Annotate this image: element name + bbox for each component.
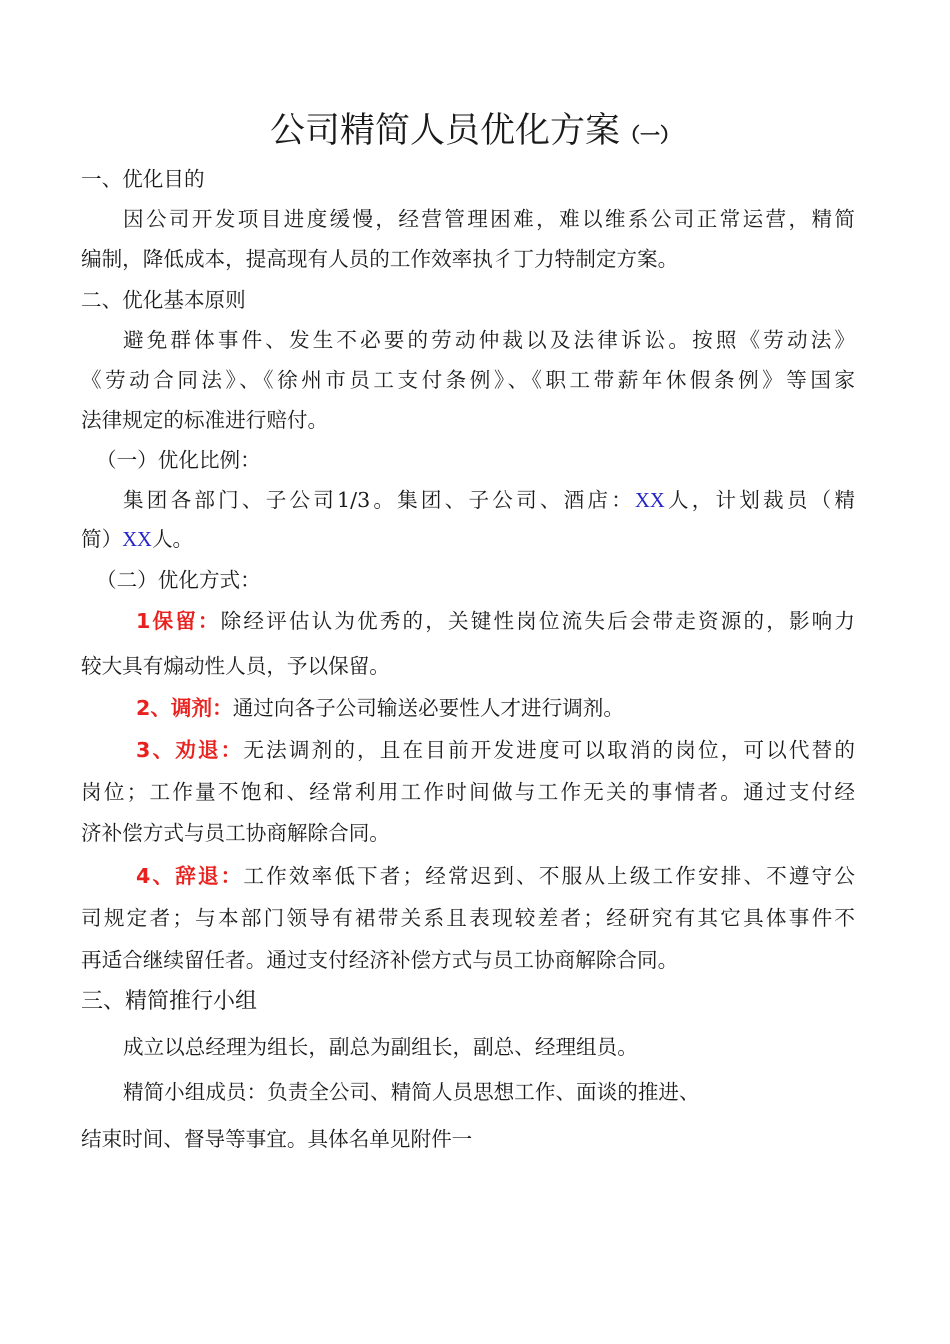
section-3-paragraph-2-line-1: 精简小组成员：负责全公司、精简人员思想工作、面谈的推进、 (123, 1080, 700, 1104)
section-3-heading: 三、精简推行小组 (81, 989, 258, 1014)
section-2-paragraph-line-2: 《劳动合同法》、《徐州市员工支付条例》、《职工带薪年休假条例》等国家 (81, 368, 855, 392)
method-1-line-2: 较大具有煽动性人员，予以保留。 (81, 654, 390, 678)
method-3-line-3: 济补偿方式与员工协商解除合同。 (81, 821, 390, 845)
ratio-count-placeholder-2: XX (122, 529, 152, 551)
ratio-text-d: 人。 (151, 527, 194, 551)
method-3-line-1 (136, 730, 855, 770)
method-2-line-1 (136, 688, 926, 728)
section-2-paragraph-line-1: 避免群体事件、发生不必要的劳动仲裁以及法律诉讼。按照《劳动法》 (123, 328, 855, 352)
subsection-method-heading: （二）优化方式： (96, 568, 261, 592)
method-4-line-1 (136, 856, 855, 896)
ratio-line-2 (81, 519, 871, 560)
method-2-label: 2、调剂： (136, 696, 233, 720)
method-1-line-1 (136, 601, 855, 641)
ratio-text-a: 集团各部门、子公司1/3。集团、子公司、酒店： (123, 488, 635, 512)
section-1-paragraph-line-1: 因公司开发项目进度缓慢，经营管理困难，难以维系公司正常运营，精简 (123, 207, 855, 231)
section-2-paragraph-line-3: 法律规定的标准进行赔付。 (81, 408, 329, 432)
method-4-text: 工作效率低下者；经常迟到、不服从上级工作安排、不遵守公 (243, 864, 855, 888)
ratio-text-b: 人，计划裁员（精 (664, 488, 855, 512)
method-4-label: 4、辞退： (136, 864, 244, 888)
method-1-label: 1保留： (136, 609, 221, 633)
method-3-label: 3、劝退： (136, 738, 244, 762)
title-suffix: （一） (620, 123, 680, 147)
section-3-paragraph-1: 成立以总经理为组长，副总为副组长，副总、经理组员。 (123, 1035, 638, 1059)
page-title (0, 106, 950, 160)
section-1-paragraph-line-2: 编制，降低成本，提高现有人员的工作效率执彳丁力特制定方案。 (81, 247, 679, 271)
ratio-line-1 (123, 480, 855, 521)
section-2-heading: 二、优化基本原则 (81, 288, 246, 312)
method-3-line-2: 岗位；工作量不饱和、经常利用工作时间做与工作无关的事情者。通过支付经 (81, 780, 855, 804)
ratio-count-placeholder-1: XX (634, 490, 665, 512)
ratio-text-c: 简） (81, 527, 123, 551)
method-4-line-3: 再适合继续留任者。通过支付经济补偿方式与员工协商解除合同。 (81, 948, 679, 972)
method-2-text: 通过向各子公司输送必要性人才进行调剂。 (232, 696, 624, 720)
section-1-heading: 一、优化目的 (81, 167, 205, 191)
subsection-ratio-heading: （一）优化比例： (96, 448, 261, 472)
title-main: 公司精简人员优化方案 (269, 111, 620, 151)
section-3-paragraph-2-line-2: 结束时间、督导等事宜。具体名单见附件一 (81, 1127, 473, 1151)
method-4-line-2: 司规定者；与本部门领导有裙带关系且表现较差者；经研究有其它具体事件不 (81, 906, 855, 930)
method-1-text: 除经评估认为优秀的，关键性岗位流失后会带走资源的，影响力 (220, 609, 855, 633)
method-3-text: 无法调剂的，且在目前开发进度可以取消的岗位，可以代替的 (243, 738, 855, 762)
